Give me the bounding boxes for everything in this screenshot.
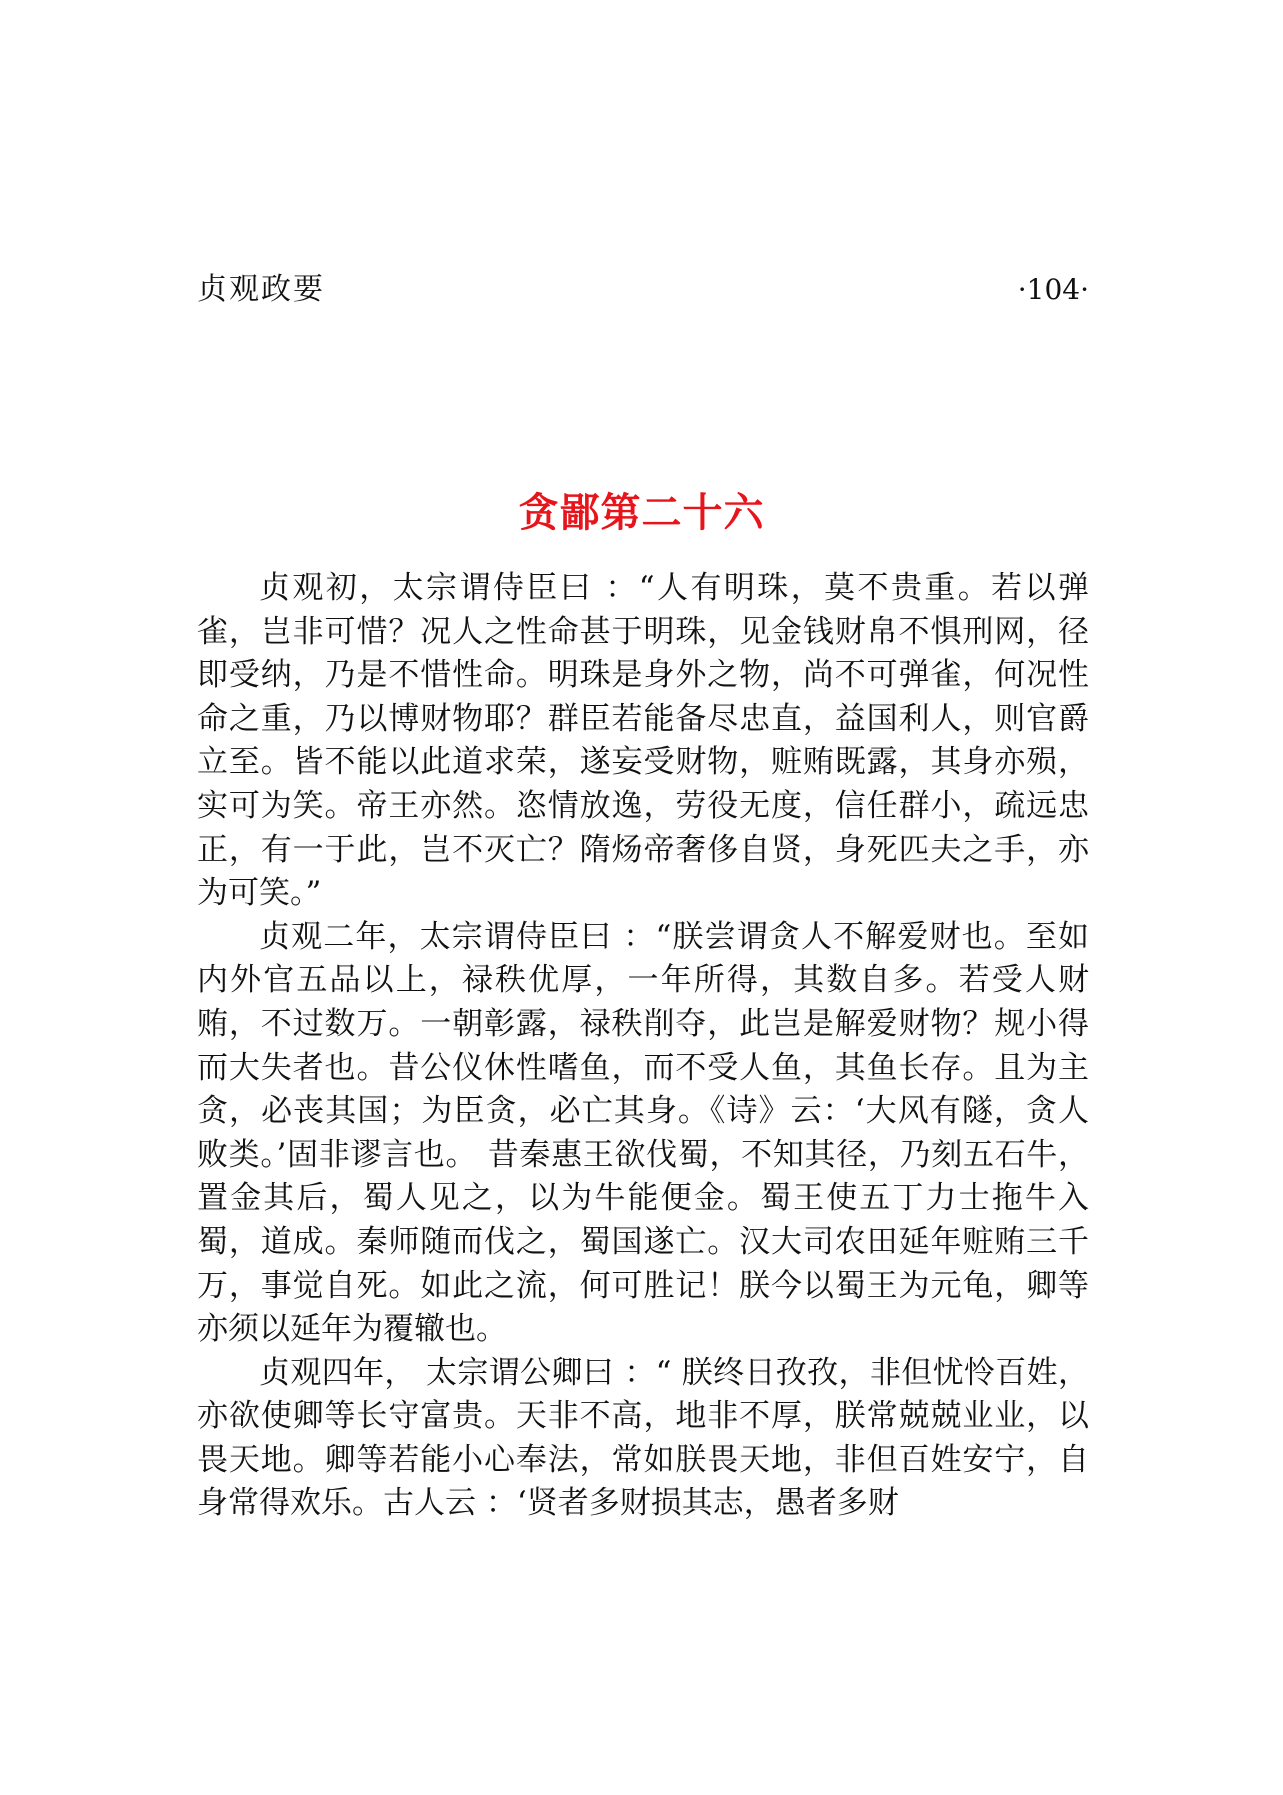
chapter-title: 贪鄙第二十六 bbox=[518, 489, 765, 536]
running-header bbox=[197, 270, 1089, 310]
paragraph-1: 贞观初，太宗谓侍臣曰 ：“人有明珠，莫不贵重。若以弹雀，岂非可惜？况人之性命甚于明珠，见金钱财帛不惧刑网，径即受纳，乃是不惜性命。明珠是身外之物，尚不可弹雀，何况性命之重，乃以博财物耶？群臣若能备尽忠直，益国利人，则官爵立至。皆不能以此道求荣，遂妄受财物，赃贿既露，其身亦殒，实可为笑。帝王亦然。恣情放逸，劳役无度，信任群小，疏远忠正，有一于此，岂不灭亡？隋炀帝奢侈自贤，身死匹夫之手，亦为可笑。” bbox=[197, 570, 1089, 912]
paragraph-3: 贞观四年， 太宗谓公卿曰 ：“ 朕终日孜孜，非但忧怜百姓，亦欲使卿等长守富贵。天非不高，地非不厚，朕常兢兢业业，以畏天地。卿等若能小心奉法，常如朕畏天地，非但百姓安宁，自身常得欢乐。古人云 ：‘贤者多财损其志，愚者多财 bbox=[197, 1354, 1089, 1522]
book-title: 贞观政要 bbox=[197, 272, 325, 307]
body-text bbox=[197, 567, 1089, 1526]
page-number: ·104· bbox=[1017, 273, 1089, 306]
paragraph-2: 贞观二年，太宗谓侍臣曰 ：“朕尝谓贪人不解爱财也。至如内外官五品以上，禄秩优厚，一年所得，其数自多。若受人财贿，不过数万。一朝彰露，禄秩削夺，此岂是解爱财物？规小得而大失者也。昔公仪休性嗜鱼，而不受人鱼，其鱼长存。且为主贪，必丧其国；为臣贪，必亡其身。《诗》云：‘大风有隧，贪人败类。’固非谬言也。 昔秦惠王欲伐蜀，不知其径，乃刻五石牛，置金其后，蜀人见之，以为牛能便金。蜀王使五丁力士拖牛入蜀，道成。秦师随而伐之，蜀国遂亡。汉大司农田延年赃贿三千万，事觉自死。如此之流，何可胜记！朕今以蜀王为元龟，卿等亦须以延年为覆辙也。 bbox=[197, 918, 1089, 1348]
